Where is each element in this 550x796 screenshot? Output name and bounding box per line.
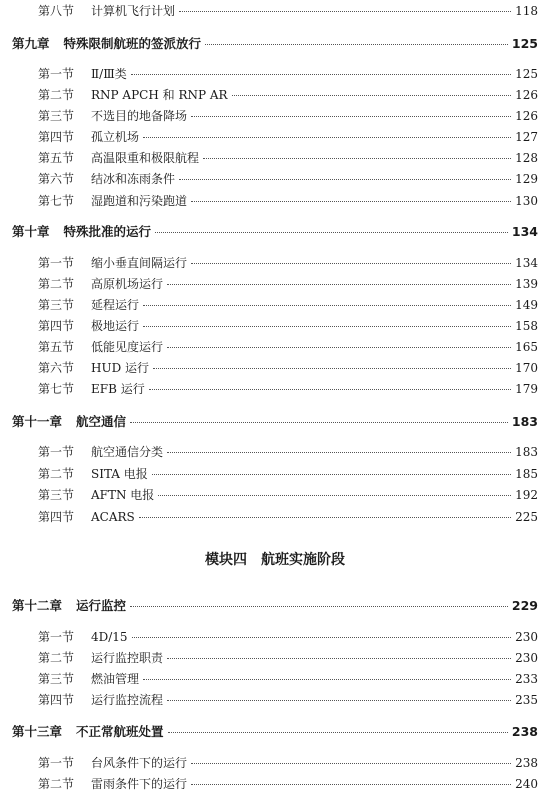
page-number: 183 <box>515 445 538 459</box>
section-number: 第五节 <box>38 151 75 165</box>
section-title: 缩小垂直间隔运行 <box>91 256 188 270</box>
toc-section-entry[interactable] <box>12 295 538 315</box>
toc-section-entry[interactable] <box>12 316 538 336</box>
page-number: 129 <box>515 172 538 186</box>
section-number: 第六节 <box>38 172 75 186</box>
section-title: 高温限重和极限航程 <box>91 151 200 165</box>
page-number: 165 <box>515 340 538 354</box>
section-title: 计算机飞行计划 <box>91 4 176 18</box>
chapter-title: 运行监控 <box>76 598 127 613</box>
chapter-number: 第十章 <box>12 224 50 239</box>
toc-section-entry[interactable] <box>12 127 538 147</box>
section-title: EFB 运行 <box>91 382 145 396</box>
section-number: 第一节 <box>38 67 75 81</box>
toc-section-entry[interactable] <box>12 464 538 484</box>
page-number: 185 <box>515 467 538 481</box>
dot-leader <box>143 305 511 306</box>
dot-leader <box>139 517 511 518</box>
chapter-title: 特殊限制航班的签派放行 <box>63 36 202 51</box>
page-number: 233 <box>515 672 538 686</box>
toc-section-entry[interactable] <box>12 358 538 378</box>
chapter-title: 特殊批准的运行 <box>63 224 152 239</box>
section-title: 航空通信分类 <box>91 445 164 459</box>
toc-section-entry[interactable] <box>12 106 538 126</box>
section-number: 第四节 <box>38 510 75 524</box>
toc-section-entry[interactable] <box>12 191 538 211</box>
chapter-title: 航空通信 <box>76 414 127 429</box>
section-title: 不选目的地备降场 <box>91 109 188 123</box>
section-number: 第三节 <box>38 488 75 502</box>
toc-section-entry[interactable] <box>12 253 538 273</box>
dot-leader <box>232 95 512 96</box>
page-number: 134 <box>511 224 538 239</box>
toc-chapter-entry[interactable] <box>12 596 538 616</box>
toc-section-entry[interactable] <box>12 148 538 168</box>
chapter-number: 第十三章 <box>12 724 63 739</box>
section-title: HUD 运行 <box>91 361 150 375</box>
dot-leader <box>179 11 511 12</box>
toc-section-entry[interactable] <box>12 485 538 505</box>
section-title: 高原机场运行 <box>91 277 164 291</box>
page-number: 118 <box>515 4 538 18</box>
section-title: ACARS <box>91 510 135 524</box>
dot-leader <box>191 201 511 202</box>
page-number: 158 <box>515 319 538 333</box>
section-title: 极地运行 <box>91 319 140 333</box>
section-title: 运行监控职责 <box>91 651 164 665</box>
toc-section-entry[interactable] <box>12 753 538 773</box>
section-title: 结冰和冻雨条件 <box>91 172 176 186</box>
dot-leader <box>179 179 511 180</box>
page-number: 240 <box>515 777 538 791</box>
toc-section-entry[interactable] <box>12 379 538 399</box>
page-number: 225 <box>515 510 538 524</box>
dot-leader <box>191 263 511 264</box>
module-heading <box>0 548 550 572</box>
page-number: 235 <box>515 693 538 707</box>
dot-leader <box>191 784 511 785</box>
dot-leader <box>155 232 508 233</box>
toc-section-entry[interactable] <box>12 669 538 689</box>
toc-chapter-entry[interactable] <box>12 34 538 54</box>
page-number: 230 <box>515 630 538 644</box>
section-number: 第一节 <box>38 630 75 644</box>
page-number: 149 <box>515 298 538 312</box>
toc-section-entry[interactable] <box>12 1 538 21</box>
page-number: 128 <box>515 151 538 165</box>
section-title: 运行监控流程 <box>91 693 164 707</box>
page-number: 170 <box>515 361 538 375</box>
page-number: 139 <box>515 277 538 291</box>
section-title: 低能见度运行 <box>91 340 164 354</box>
section-number: 第四节 <box>38 319 75 333</box>
toc-section-entry[interactable] <box>12 442 538 462</box>
toc-section-entry[interactable] <box>12 627 538 647</box>
section-number: 第七节 <box>38 382 75 396</box>
dot-leader <box>167 658 511 659</box>
section-title: Ⅱ/Ⅲ类 <box>91 67 127 81</box>
section-number: 第一节 <box>38 445 75 459</box>
dot-leader <box>205 44 508 45</box>
section-number: 第四节 <box>38 130 75 144</box>
dot-leader <box>130 422 508 423</box>
section-number: 第三节 <box>38 109 75 123</box>
dot-leader <box>143 137 511 138</box>
dot-leader <box>130 606 508 607</box>
toc-section-entry[interactable] <box>12 64 538 84</box>
section-title: SITA 电报 <box>91 467 148 481</box>
toc-chapter-entry[interactable] <box>12 412 538 432</box>
page-number: 130 <box>515 194 538 208</box>
section-number: 第二节 <box>38 277 75 291</box>
dot-leader <box>149 389 511 390</box>
toc-section-entry[interactable] <box>12 274 538 294</box>
dot-leader <box>158 495 511 496</box>
dot-leader <box>167 284 511 285</box>
section-number: 第二节 <box>38 777 75 791</box>
module-label: 模块四 <box>205 552 247 568</box>
toc-chapter-entry[interactable] <box>12 722 538 742</box>
toc-section-entry[interactable] <box>12 774 538 794</box>
section-title: 延程运行 <box>91 298 140 312</box>
module-title: 航班实施阶段 <box>261 552 345 568</box>
page-number: 125 <box>511 36 538 51</box>
page-number: 183 <box>511 414 538 429</box>
toc-section-entry[interactable] <box>12 648 538 668</box>
section-number: 第二节 <box>38 651 75 665</box>
toc-section-entry[interactable] <box>12 85 538 105</box>
section-title: RNP APCH 和 RNP AR <box>91 88 228 102</box>
section-number: 第一节 <box>38 756 75 770</box>
dot-leader <box>143 679 511 680</box>
section-title: AFTN 电报 <box>91 488 155 502</box>
section-number: 第一节 <box>38 256 75 270</box>
dot-leader <box>153 368 511 369</box>
toc-section-entry[interactable] <box>12 690 538 710</box>
section-number: 第五节 <box>38 340 75 354</box>
toc-chapter-entry[interactable] <box>12 222 538 242</box>
section-number: 第八节 <box>38 4 75 18</box>
dot-leader <box>152 474 511 475</box>
chapter-number: 第十二章 <box>12 598 63 613</box>
chapter-number: 第九章 <box>12 36 50 51</box>
section-title: 孤立机场 <box>91 130 140 144</box>
page-number: 127 <box>515 130 538 144</box>
page-number: 229 <box>511 598 538 613</box>
dot-leader <box>132 637 512 638</box>
dot-leader <box>167 700 511 701</box>
page-number: 238 <box>515 756 538 770</box>
section-number: 第三节 <box>38 298 75 312</box>
page-number: 179 <box>515 382 538 396</box>
page-number: 238 <box>511 724 538 739</box>
section-title: 雷雨条件下的运行 <box>91 777 188 791</box>
toc-section-entry[interactable] <box>12 337 538 357</box>
dot-leader <box>131 74 511 75</box>
section-number: 第四节 <box>38 693 75 707</box>
page-number: 126 <box>515 88 538 102</box>
dot-leader <box>203 158 511 159</box>
chapter-number: 第十一章 <box>12 414 63 429</box>
dot-leader <box>167 347 511 348</box>
page-number: 134 <box>515 256 538 270</box>
toc-section-entry[interactable] <box>12 169 538 189</box>
dot-leader <box>191 116 511 117</box>
dot-leader <box>191 763 511 764</box>
section-number: 第二节 <box>38 88 75 102</box>
dot-leader <box>167 452 511 453</box>
section-number: 第三节 <box>38 672 75 686</box>
section-number: 第六节 <box>38 361 75 375</box>
page-number: 125 <box>515 67 538 81</box>
section-number: 第二节 <box>38 467 75 481</box>
section-title: 湿跑道和污染跑道 <box>91 194 188 208</box>
section-number: 第七节 <box>38 194 75 208</box>
page-number: 192 <box>515 488 538 502</box>
section-title: 台风条件下的运行 <box>91 756 188 770</box>
chapter-title: 不正常航班处置 <box>76 724 164 739</box>
dot-leader <box>143 326 511 327</box>
page-number: 230 <box>515 651 538 665</box>
section-title: 4D/15 <box>91 630 128 644</box>
toc-section-entry[interactable] <box>12 507 538 527</box>
page-number: 126 <box>515 109 538 123</box>
section-title: 燃油管理 <box>91 672 140 686</box>
dot-leader <box>168 732 508 733</box>
